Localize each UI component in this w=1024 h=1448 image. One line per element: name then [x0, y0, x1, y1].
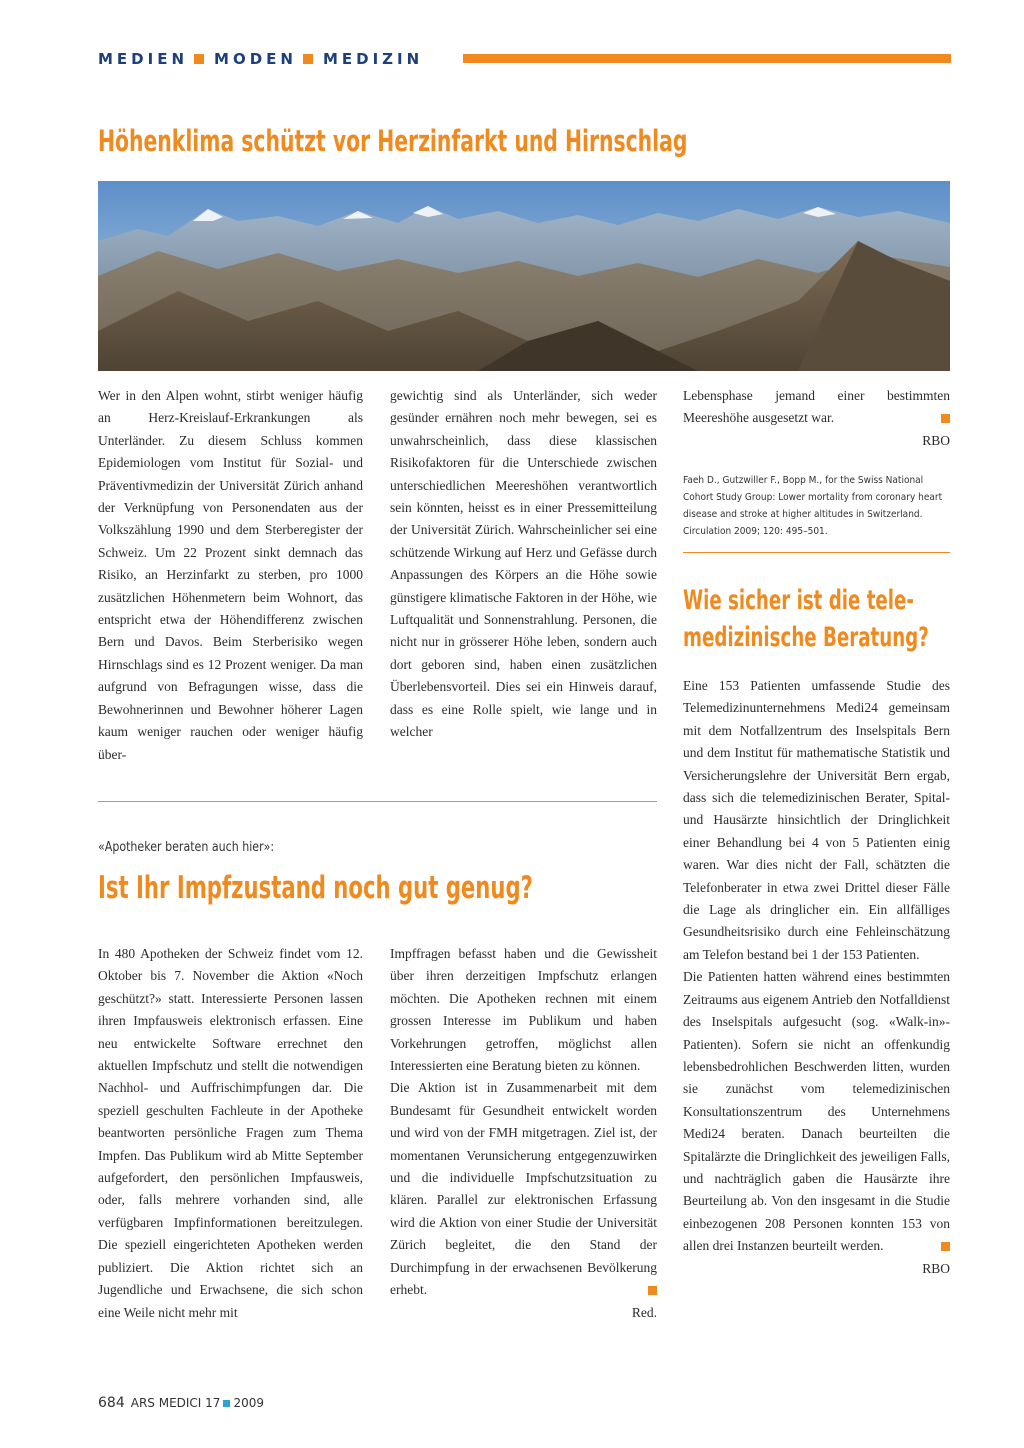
section-word-moden: MODEN	[214, 50, 297, 68]
article2-column-1	[98, 943, 363, 1324]
article3-p2-content: Die Patienten hatten während eines bestimmten Zeitraums aus eigenem Antrieb den Notfalldienst des Inselspitals aufgesucht (sog. «Walk-in»-Patienten). Sofern sie nicht an offenkundig lebensbedrohlichen Beschwerden litten, wurden sie zunächst vom telemedizinischen Konsultationszentrum des Unternehmens Medi24 beraten. Danach beurteilten die Spitalärzte die Dringlichkeit des jeweiligen Falls, und nachträglich gaben die Hausärzte ihre Beurteilung ab. Von den insgesamt in die Studie einbezogenen 208 Personen konnten 153 von allen drei Instanzen beurteilt werden.	[683, 969, 950, 1254]
article2-signature: Red.	[631, 1304, 657, 1320]
article2-col2-paragraph-1: Impffragen befasst haben und die Gewissheit über ihren derzeitigen Impfschutz erlangen möchten. Die Apotheken rechnen mit einem grossen Interesse im Publikum und haben Vorkehrungen getroffen, möglichst allen Interessierten eine Beratung bieten zu können.	[390, 946, 657, 1074]
square-bullet-icon	[303, 54, 313, 64]
divider-rule	[683, 552, 950, 553]
article2-col1-text: In 480 Apotheken der Schweiz findet vom 12. Oktober bis 7. November die Aktion «Noch geschützt?» statt. Interessierte Personen lassen ihren Impfausweis elektronisch erfassen. Eine neu entwickelte Software errechnet den aktuellen Impfschutz und stellt die notwendigen Nachhol- und Auffrischimpfungen dar. Die speziell geschulten Fachleute in der Apotheke beantworten persönliche Fragen zum Thema Impfen. Das Publikum wird ab Mitte September aufgefordert, den persönlichen Impfausweis, oder, falls mehrere vorhanden sind, alle verfügbaren Impfinformationen bereitzulegen. Die speziell eingerichteten Apotheken werden publiziert. Die Aktion richtet sich an Jugendliche und Erwachsene, die sich schon eine Weile nicht mehr mit	[98, 946, 363, 1320]
article2-title: Ist Ihr Impfzustand noch gut genug?	[98, 870, 533, 906]
article3-signature: RBO	[922, 1260, 950, 1276]
alps-panorama-photo	[98, 181, 950, 371]
page-footer	[98, 1395, 264, 1411]
article2-column-2	[390, 943, 657, 1324]
square-bullet-icon	[223, 1400, 230, 1407]
article3-title	[683, 582, 929, 656]
article1-signature: RBO	[922, 432, 950, 448]
article1-col3-text	[683, 385, 950, 430]
article3-paragraph-2	[683, 966, 950, 1257]
article1-reference: Faeh D., Gutzwiller F., Bopp M., for the Swiss National Cohort Study Group: Lower mortality from coronary heart disease and stroke at higher altitudes in Switzerland. Circulation 2009; 120: 495–501.	[683, 475, 943, 537]
article1-column-3	[683, 385, 950, 452]
section-word-medizin: MEDIZIN	[322, 50, 424, 68]
article3-column	[683, 675, 950, 1280]
article1-column-1	[98, 385, 363, 766]
article3-title-line2: medizinische Beratung?	[683, 622, 929, 653]
divider-rule	[98, 801, 657, 802]
mountain-panorama-image	[98, 181, 950, 371]
end-square-icon	[941, 414, 950, 423]
article2-kicker: «Apotheker beraten auch hier»:	[98, 840, 275, 855]
section-word-medien: MEDIEN	[98, 50, 189, 68]
article1-title: Höhenklima schützt vor Herzinfarkt und Hirnschlag	[98, 124, 688, 158]
page-number: 684	[98, 1395, 125, 1411]
article2-col2-paragraph-2	[390, 1077, 657, 1301]
article2-col2-p2-content: Die Aktion ist in Zusammenarbeit mit dem Bundesamt für Gesundheit entwickelt worden und wird von der FMH mitgetragen. Ziel ist, der momentanen Verunsicherung entgegenzuwirken und die individuelle Impfschutzsituation zu klären. Parallel zur elektronischen Erfassung wird die Aktion von einer Studie der Universität Zürich begleitet, die den Stand der Durchimpfung in der erwachsenen Bevölkerung erhebt.	[390, 1080, 657, 1298]
article1-col1-text: Wer in den Alpen wohnt, stirbt weniger häufig an Herz-Kreislauf-Erkrankungen als Unterländer. Zu diesem Schluss kommen Epidemiologen vom Institut für Sozial- und Präventivmedizin der Universität Zürich anhand der Verknüpfung von Personendaten aus der Volkszählung 1990 und dem Sterberegister der Schweiz. Um 22 Prozent sinkt demnach das Risiko, an Herzinfarkt zu sterben, pro 1000 zusätzlichen Höhenmetern beim Wohnort, das entspricht etwa der Höhendifferenz zwischen Bern und Davos. Beim Sterberisiko wegen Hirnschlags sind es 12 Prozent weniger. Da man aufgrund von Befragungen wisse, dass die Bewohnerinnen und Bewohner höherer Lagen kaum weniger rauchen oder weniger häufig über-	[98, 388, 363, 762]
article1-col3-content: Lebensphase jemand einer bestimmten Meereshöhe ausgesetzt war.	[683, 388, 950, 426]
article1-col2-text: gewichtig sind als Unterländer, sich weder gesünder ernähren noch mehr bewegen, sei es unwahrscheinlich, dass diese klassischen Risikofaktoren für die Unterschiede zwischen unterschiedlichen Meereshöhen verantwortlich sein könnten, heisst es in einer Pressemitteilung der Universität Zürich. Wahrscheinlicher sei eine schützende Wirkung auf Herz und Gefässe durch Anpassungen des Körpers an die Höhe sowie günstigere klimatische Faktoren in der Höhe, wie Luftqualität und Sonnenstrahlung. Personen, die nicht nur in grösserer Höhe leben, sondern auch dort geboren sind, haben einen zusätzlichen Überlebensvorteil. Dies sei ein Hinweis darauf, dass es eine Rolle spielt, wie lange und in welcher	[390, 388, 657, 740]
journal-year: 2009	[233, 1396, 264, 1410]
section-tag	[98, 50, 423, 68]
article1-column-2	[390, 385, 657, 744]
end-square-icon	[941, 1242, 950, 1251]
end-square-icon	[648, 1286, 657, 1295]
header-bar	[463, 54, 951, 63]
square-bullet-icon	[194, 54, 204, 64]
journal-name: ARS MEDICI 17	[130, 1396, 221, 1410]
article3-title-line1: Wie sicher ist die tele-	[683, 585, 914, 616]
article3-paragraph-1: Eine 153 Patienten umfassende Studie des Telemedizinunternehmens Medi24 gemeinsam mit dem Notfallzentrum des Inselspitals Bern und dem Institut für mathematische Statistik und Versicherungslehre der Universität Bern ergab, dass sich die telemedizinischen Berater, Spital- und Hausärzte hinsichtlich der Dringlichkeit einer Behandlung bei 4 von 5 Patienten einig waren. War dies nicht der Fall, schätzten die Telefonberater in etwa zwei Drittel dieser Fälle die Lage als dringlicher ein. Ein allfälliges Gesundheitsrisiko durch eine Fehleinschätzung am Telefon bestand bei 1 der 153 Patienten.	[683, 678, 950, 962]
